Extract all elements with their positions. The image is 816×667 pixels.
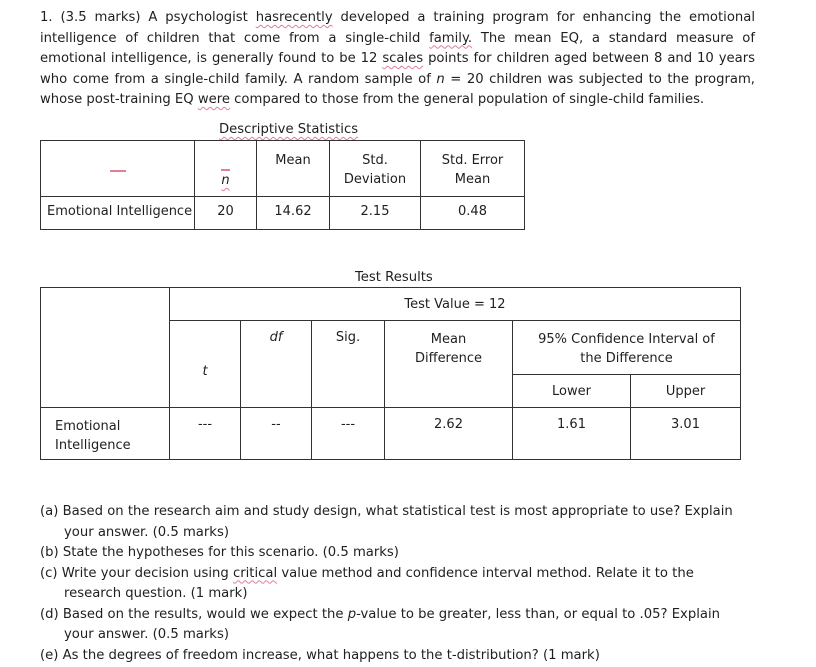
spelling-flag[interactable]: family.: [429, 30, 473, 46]
md-label-2: Difference: [414, 351, 483, 366]
question-paragraph: [40, 8, 755, 111]
test-caption: Test Results: [355, 270, 433, 285]
question-c-text: (c) Write your decision using: [40, 565, 233, 581]
test-value: Test Value = 12: [170, 288, 741, 321]
spelling-flag[interactable]: critical: [232, 565, 278, 581]
question-d: [40, 605, 740, 646]
test-row-t: ---: [170, 408, 241, 460]
desc-header-se: [421, 141, 525, 197]
desc-header-blank: [41, 141, 195, 197]
test-header-lower: Lower: [513, 375, 631, 408]
test-header-t: [170, 321, 241, 408]
question-e: (e) As the degrees of freedom increase, what happens to the t-distribution? (1 mark): [40, 647, 600, 663]
question-text: compared to those from the general population of single-child families.: [229, 92, 705, 107]
question-c-text: value method and confidence interval method. Relate it to the research question. (1 mark): [64, 565, 694, 601]
test-row-label-1: Emotional: [55, 419, 121, 434]
test-row-upper: 3.01: [631, 408, 741, 460]
question-text: points for children aged between 8 and 10 years who come from a single-child family. A random sample of: [40, 51, 755, 87]
test-row-df: --: [241, 408, 312, 460]
question-d-text: -value to be greater, less than, or equal to .05? Explain your answer. (0.5 marks): [64, 606, 720, 642]
desc-header-n: [195, 141, 257, 197]
desc-se-label-2: Mean: [454, 172, 491, 187]
test-header-ci: [513, 321, 741, 375]
question-b: (b) State the hypotheses for this scenario. (0.5 marks): [40, 545, 399, 560]
desc-row-mean: 14.62: [257, 197, 330, 230]
spelling-flag[interactable]: hasrecently: [255, 10, 333, 25]
test-header-sig: [312, 321, 385, 408]
question-d-text: (d) Based on the results, would we expect the: [40, 606, 348, 622]
desc-row-se: 0.48: [421, 197, 525, 230]
desc-mean-label: Mean: [275, 153, 311, 168]
question-a: (a) Based on the research aim and study design, what statistical test is most appropriate to use? Explain your answer. (0.5 marks): [40, 504, 733, 540]
question-text: developed a training program for enhancing the emotional intelligence of children that come from a single-child: [40, 10, 755, 46]
desc-n-label: n: [221, 173, 230, 188]
desc-se-label-1: Std. Error: [441, 153, 504, 168]
spelling-flag[interactable]: scales: [382, 51, 424, 66]
sub-questions: [40, 502, 740, 666]
question-text: 1. (3.5 marks) A psychologist: [40, 10, 256, 25]
desc-row-n: 20: [195, 197, 257, 230]
t-label: t: [202, 363, 208, 379]
descriptive-caption-text: Descriptive Statistics: [219, 122, 359, 137]
descriptive-table: [40, 140, 525, 230]
test-row-sig: ---: [312, 408, 385, 460]
test-header-blank: [41, 288, 170, 408]
spelling-flag[interactable]: were: [197, 92, 230, 107]
desc-header-sd: [330, 141, 421, 197]
question-c: [40, 564, 740, 605]
df-label: df: [269, 330, 283, 345]
sig-label: Sig.: [335, 330, 361, 345]
test-header-upper: Upper: [631, 375, 741, 408]
desc-row-sd: 2.15: [330, 197, 421, 230]
spelling-mark: [110, 170, 126, 172]
spelling-mark: [221, 169, 230, 171]
test-row-mean-diff: 2.62: [385, 408, 513, 460]
test-row-label: [41, 408, 170, 460]
desc-row-label: Emotional Intelligence: [41, 197, 195, 230]
question-text: The mean EQ, a standard measure of emotional intelligence, is generally found to be 12: [40, 30, 755, 66]
sample-size-symbol: n: [436, 71, 445, 87]
desc-header-mean: [257, 141, 330, 197]
test-header-mean-diff: [385, 321, 513, 408]
ci-label-1: 95% Confidence Interval of: [538, 332, 715, 347]
md-label-1: Mean: [430, 332, 467, 347]
test-row-label-2: Intelligence: [55, 438, 131, 453]
question-text: = 20 children was subjected to the program, whose post-training EQ: [40, 71, 755, 107]
ci-label-2: the Difference: [580, 351, 673, 366]
test-header-df: [241, 321, 312, 408]
descriptive-caption: [219, 122, 358, 137]
test-row-lower: 1.61: [513, 408, 631, 460]
p-symbol: p: [347, 606, 357, 622]
desc-sd-label-2: Deviation: [343, 172, 407, 187]
test-results-table: [40, 287, 741, 460]
desc-sd-label-1: Std.: [362, 153, 388, 168]
